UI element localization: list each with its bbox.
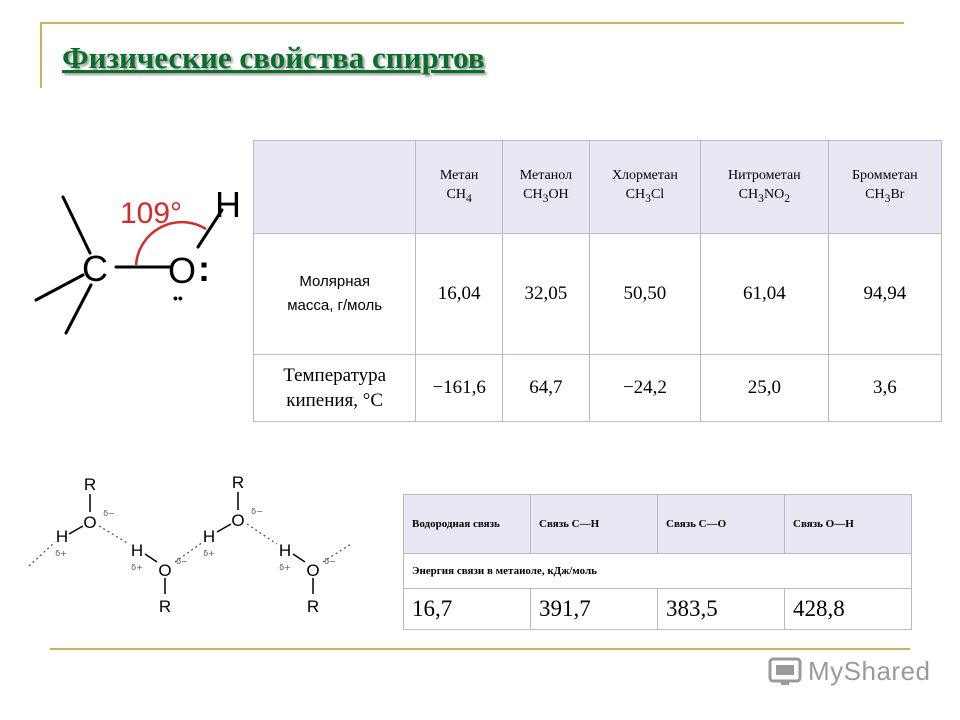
header-bond-o-h: Связь O—H — [785, 495, 912, 554]
atom-h: H — [202, 527, 216, 546]
bond-line — [36, 275, 83, 300]
atom-o: O — [158, 561, 172, 580]
energy-value-hydrogen-bond: 16,7 — [404, 589, 531, 630]
myshared-logo-icon — [768, 657, 802, 687]
column-header-methane: Метан $CH_4$ — [416, 141, 503, 234]
cell-value: 16,04 — [416, 234, 503, 355]
column-header-bromomethane: Бромметан $CH_3Br$ — [828, 141, 941, 234]
atom-h: H — [278, 541, 292, 560]
cell-value: 64,7 — [503, 355, 590, 422]
row-label-boiling-point: Температура кипения, °C — [254, 355, 416, 422]
atom-h: H — [55, 527, 69, 546]
table-header-row — [404, 495, 912, 554]
left-rule — [40, 22, 42, 88]
energy-value-o-h: 428,8 — [785, 589, 912, 630]
cell-value: 32,05 — [503, 234, 590, 355]
bond-energy-table — [403, 494, 912, 630]
header-hydrogen-bond: Водородная связь — [404, 495, 531, 554]
cell-value: 25,0 — [701, 355, 829, 422]
charge-delta-minus: δ− — [176, 557, 188, 566]
table-header-row — [254, 141, 942, 234]
slide-title: Физические свойства спиртов — [62, 40, 485, 75]
watermark-text: MyShared — [808, 656, 931, 686]
row-label-molar-mass: Молярная масса, г/моль — [254, 234, 416, 355]
lone-pair-right: : — [198, 248, 210, 289]
cell-value: 61,04 — [701, 234, 829, 355]
atom-hydrogen: H — [215, 184, 241, 225]
bond-line — [66, 285, 91, 333]
header-bond-c-h: Связь C—H — [531, 495, 658, 554]
table-note-row — [404, 554, 912, 589]
cell-value: −24,2 — [589, 355, 700, 422]
charge-delta-minus: δ− — [103, 509, 115, 518]
charge-delta-minus: δ− — [324, 557, 336, 566]
bond-line — [63, 197, 90, 253]
hydrogen-bond-diagram — [25, 470, 360, 620]
atom-oxygen: O — [168, 250, 197, 291]
atom-r: R — [83, 475, 97, 494]
atom-h: H — [130, 541, 144, 560]
atom-o: O — [306, 561, 320, 580]
lone-pair-below: •• — [173, 290, 183, 306]
atom-o: O — [231, 511, 245, 530]
watermark — [768, 656, 931, 687]
atom-r: R — [158, 597, 172, 616]
energy-note: Энергия связи в метаноле, кДж/моль — [404, 554, 912, 589]
top-rule — [40, 22, 904, 24]
bond-angle-diagram — [28, 175, 256, 345]
energy-value-c-o: 383,5 — [658, 589, 785, 630]
charge-delta-minus: δ− — [251, 507, 263, 516]
atom-r: R — [306, 597, 320, 616]
atom-r: R — [231, 473, 245, 492]
charge-delta-plus: δ+ — [279, 563, 291, 572]
charge-delta-plus: δ+ — [203, 549, 215, 558]
table-values-row — [404, 589, 912, 630]
table-corner-cell — [254, 141, 416, 234]
properties-table — [253, 140, 942, 422]
table-row-boiling-point — [254, 355, 942, 422]
bottom-rule — [50, 648, 910, 650]
cell-value: −161,6 — [416, 355, 503, 422]
charge-delta-plus: δ+ — [131, 563, 143, 572]
header-bond-c-o: Связь C—O — [658, 495, 785, 554]
atom-o: O — [83, 513, 97, 532]
column-header-methanol: Метанол $CH_3OH$ — [503, 141, 590, 234]
charge-delta-plus: δ+ — [55, 549, 67, 558]
column-header-chloromethane: Хлорметан $CH_3Cl$ — [589, 141, 700, 234]
column-header-nitromethane: Нитрометан $CH_3NO_2$ — [701, 141, 829, 234]
table-row-molar-mass — [254, 234, 942, 355]
cell-value: 3,6 — [828, 355, 941, 422]
cell-value: 94,94 — [828, 234, 941, 355]
cell-value: 50,50 — [589, 234, 700, 355]
energy-value-c-h: 391,7 — [531, 589, 658, 630]
angle-label: 109° — [120, 197, 183, 230]
atom-carbon: C — [82, 248, 108, 289]
